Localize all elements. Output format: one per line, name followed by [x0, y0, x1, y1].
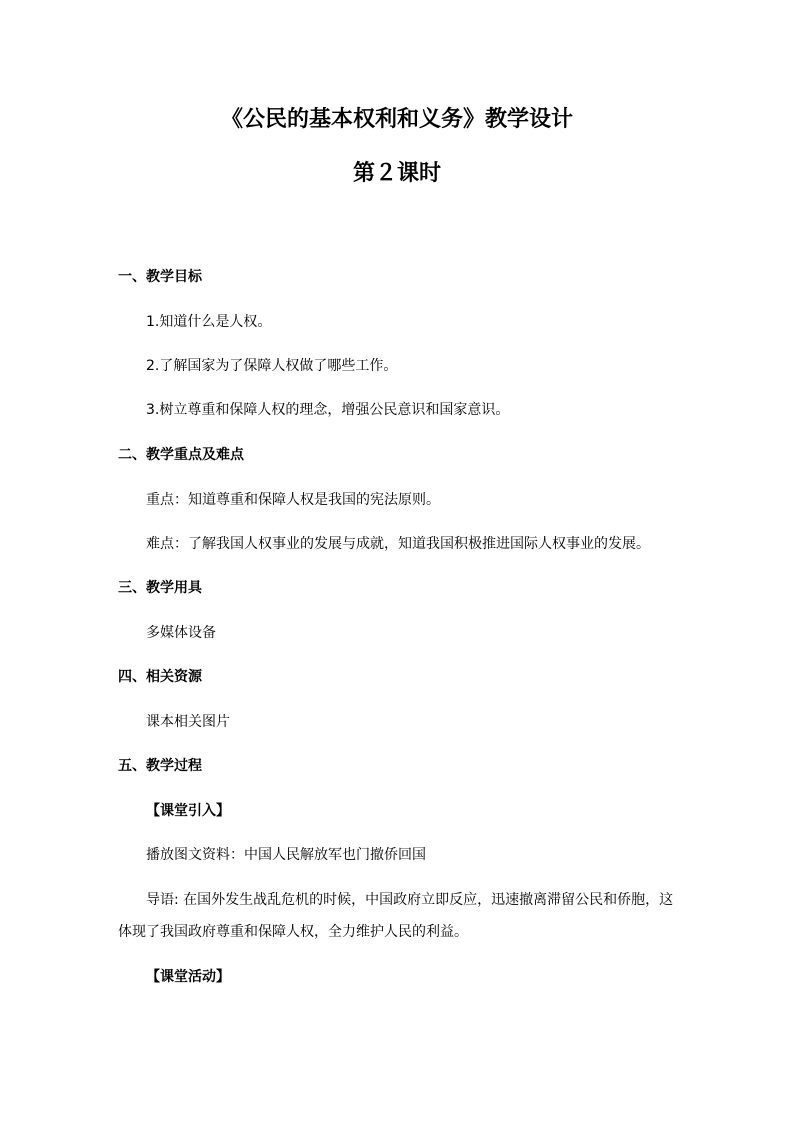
intro-lead-line-1: 导语: 在国外发生战乱危机的时候，中国政府立即反应，迅速撤离滞留公民和侨胞，这	[146, 892, 674, 908]
section-heading-key-points: 二、教学重点及难点	[118, 447, 244, 463]
objective-item: 3.树立尊重和保障人权的理念，增强公民意识和国家意识。	[146, 402, 510, 418]
section-heading-resources: 四、相关资源	[118, 669, 202, 685]
key-point-item: 重点：知道尊重和保障人权是我国的宪法原则。	[146, 492, 440, 508]
document-title: 《公民的基本权利和义务》教学设计	[220, 106, 573, 132]
document-subtitle: 第２课时	[352, 160, 441, 186]
objective-item: 2.了解国家为了保障人权做了哪些工作。	[146, 358, 398, 374]
block-label-activity: 【课堂活动】	[146, 969, 230, 985]
objective-item: 1.知道什么是人权。	[146, 314, 272, 330]
difficult-point-item: 难点：了解我国人权事业的发展与成就，知道我国积极推进国际人权事业的发展。	[146, 536, 650, 552]
block-label-intro: 【课堂引入】	[146, 803, 230, 819]
section-heading-objectives: 一、教学目标	[118, 269, 202, 285]
tool-item: 多媒体设备	[146, 625, 216, 641]
section-heading-process: 五、教学过程	[118, 758, 202, 774]
section-heading-tools: 三、教学用具	[118, 580, 202, 596]
intro-material: 播放图文资料：中国人民解放军也门撤侨回国	[146, 847, 426, 863]
resource-item: 课本相关图片	[146, 714, 230, 730]
intro-lead-line-2: 体现了我国政府尊重和保障人权，全力维护人民的利益。	[118, 924, 468, 940]
